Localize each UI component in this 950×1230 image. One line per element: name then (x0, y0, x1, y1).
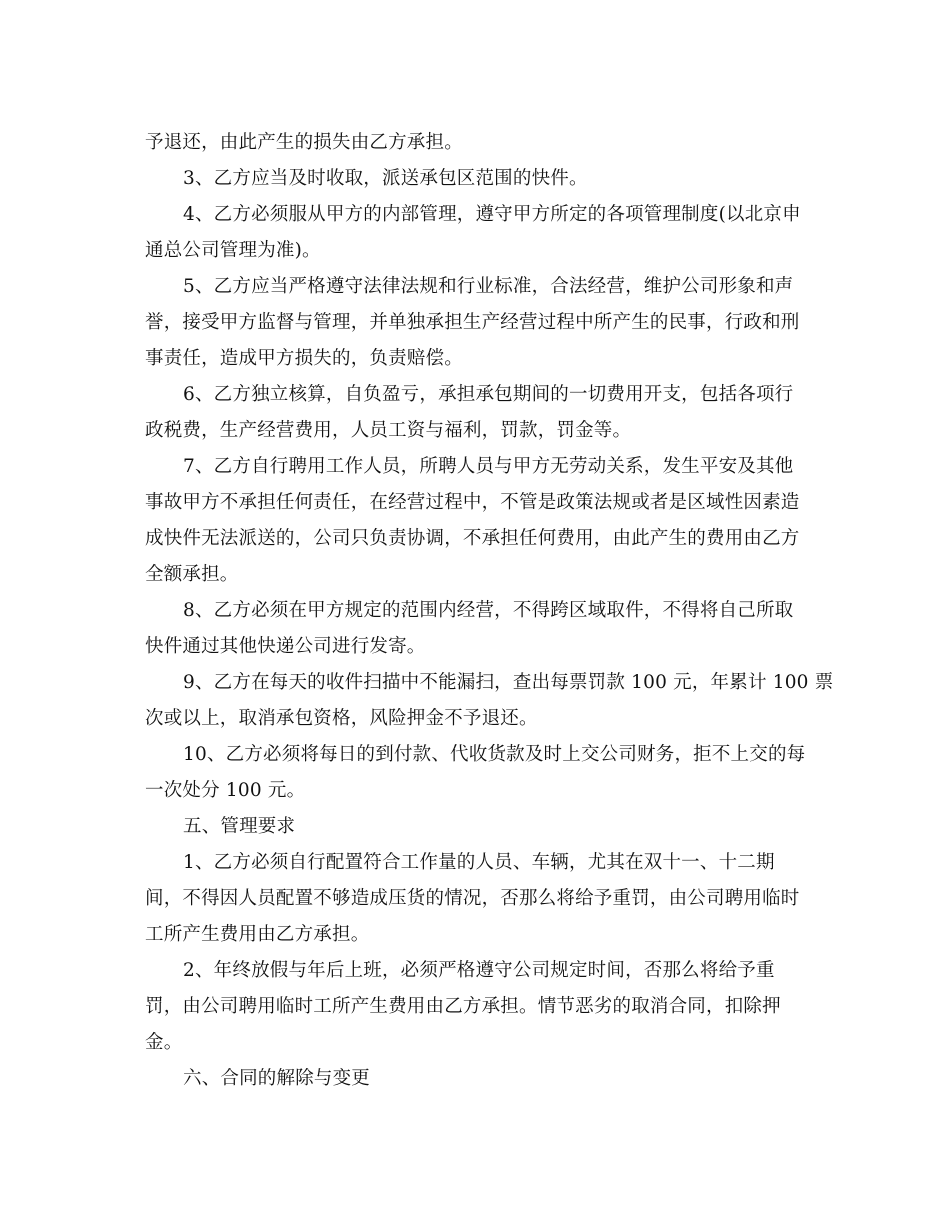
text-line: 7、乙方自行聘用工作人员，所聘人员与甲方无劳动关系，发生平安及其他 (183, 456, 794, 477)
paragraph (145, 377, 825, 449)
paragraph (145, 953, 825, 1061)
text-line: 通总公司管理为准)。 (145, 240, 321, 261)
paragraph (145, 593, 825, 665)
paragraph (145, 845, 825, 953)
text-line: 5、乙方应当严格遵守法律法规和行业标准，合法经营，维护公司形象和声 (183, 276, 794, 297)
text-line: 1、乙方必须自行配置符合工作量的人员、车辆，尤其在双十一、十二期 (183, 852, 775, 873)
paragraph (145, 197, 825, 269)
text-line: 事故甲方不承担任何责任，在经营过程中，不管是政策法规或者是区域性因素造 (145, 492, 800, 513)
paragraph (145, 737, 825, 809)
paragraph (145, 665, 834, 737)
text-line: 快件通过其他快递公司进行发寄。 (145, 636, 426, 657)
text-line: 2、年终放假与年后上班，必须严格遵守公司规定时间，否那么将给予重 (183, 960, 775, 981)
document-body (145, 125, 834, 1097)
text-line: 8、乙方必须在甲方规定的范围内经营，不得跨区域取件，不得将自己所取 (183, 600, 794, 621)
paragraph (145, 269, 825, 377)
text-line: 五、管理要求 (183, 816, 296, 837)
text-line: 成快件无法派送的，公司只负责协调，不承担任何费用，由此产生的费用由乙方 (145, 528, 800, 549)
text-line: 10、乙方必须将每日的到付款、代收货款及时上交公司财务，拒不上交的每 (183, 744, 806, 765)
text-line: 予退还，由此产生的损失由乙方承担。 (145, 132, 463, 153)
text-line: 金。 (145, 1032, 183, 1053)
paragraph (145, 125, 825, 161)
paragraph (145, 161, 825, 197)
text-line: 3、乙方应当及时收取，派送承包区范围的快件。 (183, 168, 588, 189)
paragraph (145, 809, 825, 845)
text-line: 罚，由公司聘用临时工所产生费用由乙方承担。情节恶劣的取消合同，扣除押 (145, 996, 781, 1017)
text-line: 政税费，生产经营费用，人员工资与福利，罚款，罚金等。 (145, 420, 632, 441)
text-line: 9、乙方在每天的收件扫描中不能漏扫，查出每票罚款 100 元，年累计 100 票 (183, 672, 834, 693)
text-line: 间，不得因人员配置不够造成压货的情况，否那么将给予重罚，由公司聘用临时 (145, 888, 800, 909)
text-line: 次或以上，取消承包资格，风险押金不予退还。 (145, 708, 538, 729)
paragraph (145, 1061, 825, 1097)
text-line: 全额承担。 (145, 564, 239, 585)
paragraph (145, 449, 825, 593)
text-line: 工所产生费用由乙方承担。 (145, 924, 370, 945)
text-line: 一次处分 100 元。 (145, 780, 306, 801)
text-line: 事责任，造成甲方损失的，负责赔偿。 (145, 348, 463, 369)
text-line: 誉，接受甲方监督与管理，并单独承担生产经营过程中所产生的民事，行政和刑 (145, 312, 800, 333)
text-line: 6、乙方独立核算，自负盈亏，承担承包期间的一切费用开支，包括各项行 (183, 384, 794, 405)
text-line: 六、合同的解除与变更 (183, 1068, 371, 1089)
text-line: 4、乙方必须服从甲方的内部管理，遵守甲方所定的各项管理制度(以北京申 (183, 204, 801, 225)
